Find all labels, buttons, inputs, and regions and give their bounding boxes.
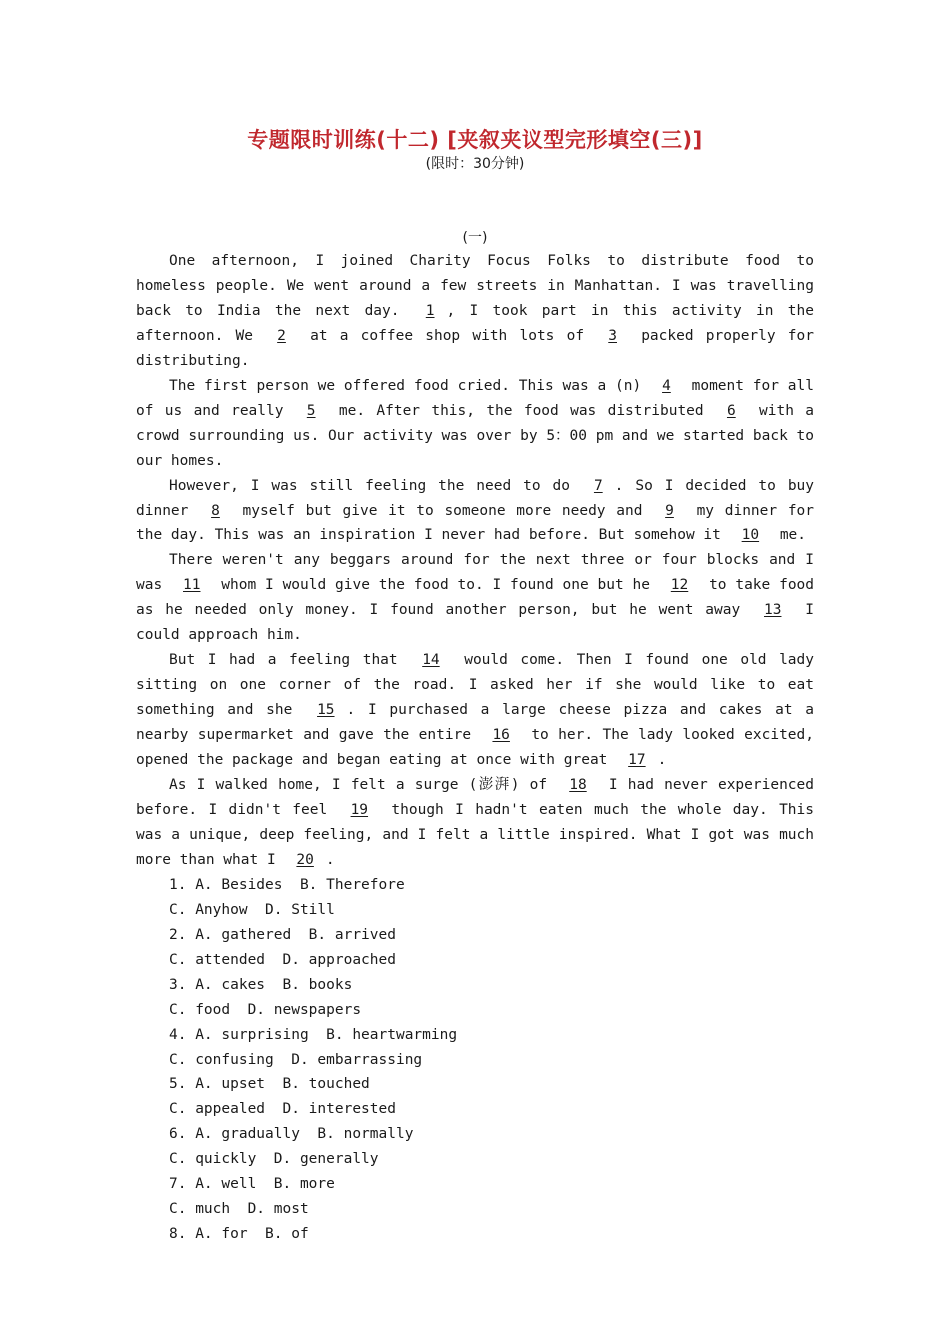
passage-text: with a crowd surrounding us. Our activity was over by 5：00 pm and we started back to our homes.: [136, 402, 815, 469]
option-line: C. Anyhow D. Still: [169, 901, 335, 918]
passage-text: though I hadn't eaten much the whole day. This was a unique, deep feeling, and I felt a little inspired. What I got was much more than what I: [136, 801, 814, 868]
passage-text: moment for all of us and really: [136, 377, 814, 419]
section-heading: (一): [462, 230, 488, 246]
answer-blank: 14: [422, 652, 440, 669]
passage: [136, 249, 814, 873]
passage-paragraph: [136, 474, 814, 549]
passage-text: at a coffee shop with lots of: [297, 327, 597, 344]
option-line: 1. A. Besides B. Therefore: [169, 876, 405, 893]
answer-blank: 12: [670, 577, 689, 594]
option-line: C. attended D. approached: [169, 951, 396, 968]
passage-text: There weren't any beggars around for the next three or four blocks and I was: [136, 552, 814, 594]
option-line: 8. A. for B. of: [169, 1226, 309, 1243]
passage-text: But I had a feeling that: [169, 652, 411, 669]
answer-blank: 2: [277, 327, 286, 344]
option-line: 5. A. upset B. touched: [169, 1076, 370, 1093]
answer-blank: 17: [628, 752, 646, 769]
passage-paragraph: [136, 249, 814, 374]
passage-paragraph: [136, 648, 814, 773]
time-limit: (限时：30分钟): [425, 156, 525, 172]
passage-text: . I purchased a large cheese pizza and cakes at a nearby supermarket and gave the entire: [136, 702, 814, 744]
answer-blank: 11: [183, 577, 201, 594]
option-line: C. confusing D. embarrassing: [169, 1051, 423, 1068]
answer-blank: 16: [492, 727, 510, 744]
passage-text: I had never experienced before. I didn't feel: [136, 777, 814, 818]
passage-text: .: [325, 851, 335, 868]
option-line: C. appealed D. interested: [169, 1101, 396, 1118]
option-line: 7. A. well B. more: [169, 1176, 335, 1193]
answer-blank: 7: [593, 477, 603, 494]
option-line: C. much D. most: [169, 1201, 309, 1218]
answer-blank: 20: [296, 851, 314, 868]
passage-paragraph: [136, 773, 814, 873]
passage-text: As I walked home, I felt a surge (澎湃) of: [169, 777, 558, 794]
passage-text: me. After this, the food was distributed: [327, 402, 715, 419]
option-line: 3. A. cakes B. books: [169, 976, 353, 993]
answer-blank: 9: [665, 502, 674, 519]
answer-blank: 1: [425, 302, 435, 319]
answer-blank: 8: [211, 502, 220, 519]
passage-paragraph: [136, 548, 814, 648]
passage-text: me.: [771, 527, 807, 544]
option-line: 4. A. surprising B. heartwarming: [169, 1026, 458, 1043]
answer-blank: 5: [306, 402, 316, 419]
passage-text: .: [657, 752, 667, 769]
passage-text: . So I decided to buy dinner: [136, 477, 815, 519]
passage-text: would come. Then I found one old lady sitting on one corner of the road. I asked her if she would like to eat something and she: [136, 652, 815, 719]
passage-text: However, I was still feeling the need to do: [169, 477, 582, 494]
option-line: 2. A. gathered B. arrived: [169, 926, 396, 943]
passage-text: The first person we offered food cried. This was a (n): [169, 377, 651, 394]
answer-blank: 10: [741, 527, 760, 544]
passage-text: myself but give it to someone more needy and: [231, 502, 654, 519]
passage-text: packed properly for distributing.: [136, 327, 814, 369]
passage-text: I could approach him.: [136, 602, 814, 644]
options-list: [136, 873, 814, 1247]
answer-blank: 4: [662, 377, 671, 394]
page-title: 专题限时训练(十二) [夹叙夹议型完形填空(三)]: [247, 128, 703, 152]
answer-blank: 15: [317, 702, 335, 719]
answer-blank: 19: [350, 801, 369, 818]
passage-text: , I took part in this activity in the afternoon. We: [136, 302, 814, 344]
option-line: C. food D. newspapers: [169, 1001, 362, 1018]
option-line: 6. A. gradually B. normally: [169, 1126, 414, 1143]
passage-text: One afternoon, I joined Charity Focus Folks to distribute food to homeless people. We went around a few streets in Manhattan. I was travelling back to India the next day.: [136, 253, 814, 319]
answer-blank: 18: [569, 777, 587, 794]
passage-text: to take food as he needed only money. I found another person, but he went away: [136, 577, 815, 619]
answer-blank: 3: [608, 327, 617, 344]
answer-blank: 6: [726, 402, 736, 419]
option-line: C. quickly D. generally: [169, 1151, 379, 1168]
passage-text: to her. The lady looked excited, opened the package and began eating at once with great: [136, 727, 814, 769]
answer-blank: 13: [764, 602, 782, 619]
passage-text: whom I would give the food to. I found one but he: [212, 577, 659, 594]
passage-text: my dinner for the day. This was an inspiration I never had before. But somehow it: [136, 502, 815, 544]
document-body: [136, 249, 814, 1247]
passage-paragraph: [136, 374, 814, 474]
